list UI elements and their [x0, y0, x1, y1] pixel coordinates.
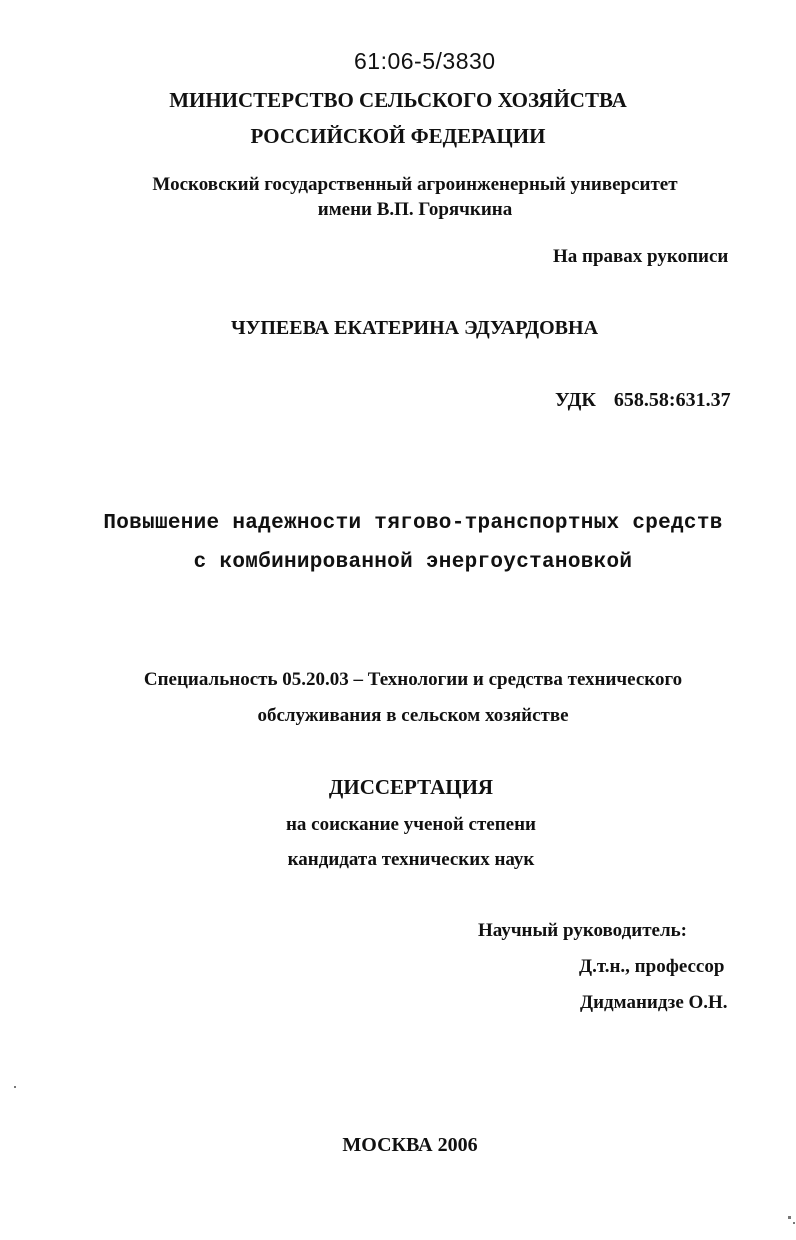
- university-line-1: Московский государственный агроинженерный университет: [152, 174, 678, 195]
- manuscript-note: На правах рукописи: [553, 246, 729, 267]
- scan-speck: [788, 1216, 791, 1219]
- udc-code: [555, 389, 731, 412]
- footer-city-year: МОСКВА 2006: [342, 1134, 478, 1156]
- specialty-line-2: обслуживания в сельском хозяйстве: [257, 705, 569, 726]
- author-name: ЧУПЕЕВА ЕКАТЕРИНА ЭДУАРДОВНА: [231, 317, 599, 339]
- university-line-2: имени В.П. Горячкина: [317, 199, 513, 220]
- title-line-2: с комбинированной энергоустановкой: [193, 551, 633, 574]
- dissertation-line-1: на соискание ученой степени: [285, 814, 536, 835]
- udc-value: 658.58:631.37: [613, 389, 731, 411]
- ministry-line-1: МИНИСТЕРСТВО СЕЛЬСКОГО ХОЗЯЙСТВА: [169, 88, 627, 112]
- scan-speck: [793, 1222, 795, 1224]
- title-line-1: Повышение надежности тягово-транспортных средств: [103, 512, 723, 535]
- supervisor-label: Научный руководитель:: [478, 920, 687, 941]
- specialty-line-1: Специальность 05.20.03 – Технологии и средства технического: [143, 669, 683, 690]
- dissertation-line-2: кандидата технических наук: [287, 849, 535, 870]
- archive-code: 61:06-5/3830: [354, 48, 496, 74]
- ministry-line-2: РОССИЙСКОЙ ФЕДЕРАЦИИ: [250, 124, 546, 148]
- supervisor-degree: Д.т.н., профессор: [579, 956, 725, 977]
- supervisor-name: Дидманидзе О.Н.: [580, 992, 728, 1013]
- scan-speck: [14, 1086, 16, 1088]
- dissertation-heading: ДИССЕРТАЦИЯ: [328, 775, 494, 799]
- udc-label: УДК: [555, 389, 596, 411]
